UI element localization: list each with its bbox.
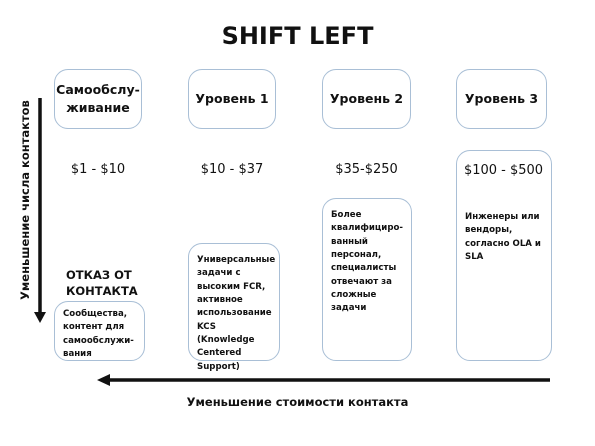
diagram-title: SHIFT LEFT [221,22,374,50]
price-self-service: $1 - $10 [70,162,126,177]
price-level-3: $100 - $500 [463,163,544,178]
horizontal-arrow [97,374,550,386]
vertical-arrow [34,98,46,323]
vertical-axis-label: Уменьшение числа контактов [18,100,32,300]
description-self-service: Сообщества, контент для самообслужи-вания [63,309,134,359]
horizontal-axis-label: Уменьшение стоимости контакта [186,395,409,409]
description-level-1: Универсальные задачи с высоким FCR, активное использование KCS (Knowledge Centered Support) [197,255,276,372]
contact-refusal-label: ОТКАЗ ОТ КОНТАКТА [66,268,138,298]
level-label-1: Уровень 1 [195,90,269,106]
description-level-2: Более квалифициро-ванный персонал, специалисты отвечают за сложные задачи [331,210,403,314]
level-label-2: Уровень 2 [329,90,404,106]
description-level-3: Инженеры или вендоры, согласно OLA и SLA [465,212,541,262]
level-label-3: Уровень 3 [464,90,539,106]
price-level-2: $35-$250 [335,162,398,177]
price-level-1: $10 - $37 [200,162,264,177]
level-label-self-service: Самообслу- живание [56,81,140,115]
